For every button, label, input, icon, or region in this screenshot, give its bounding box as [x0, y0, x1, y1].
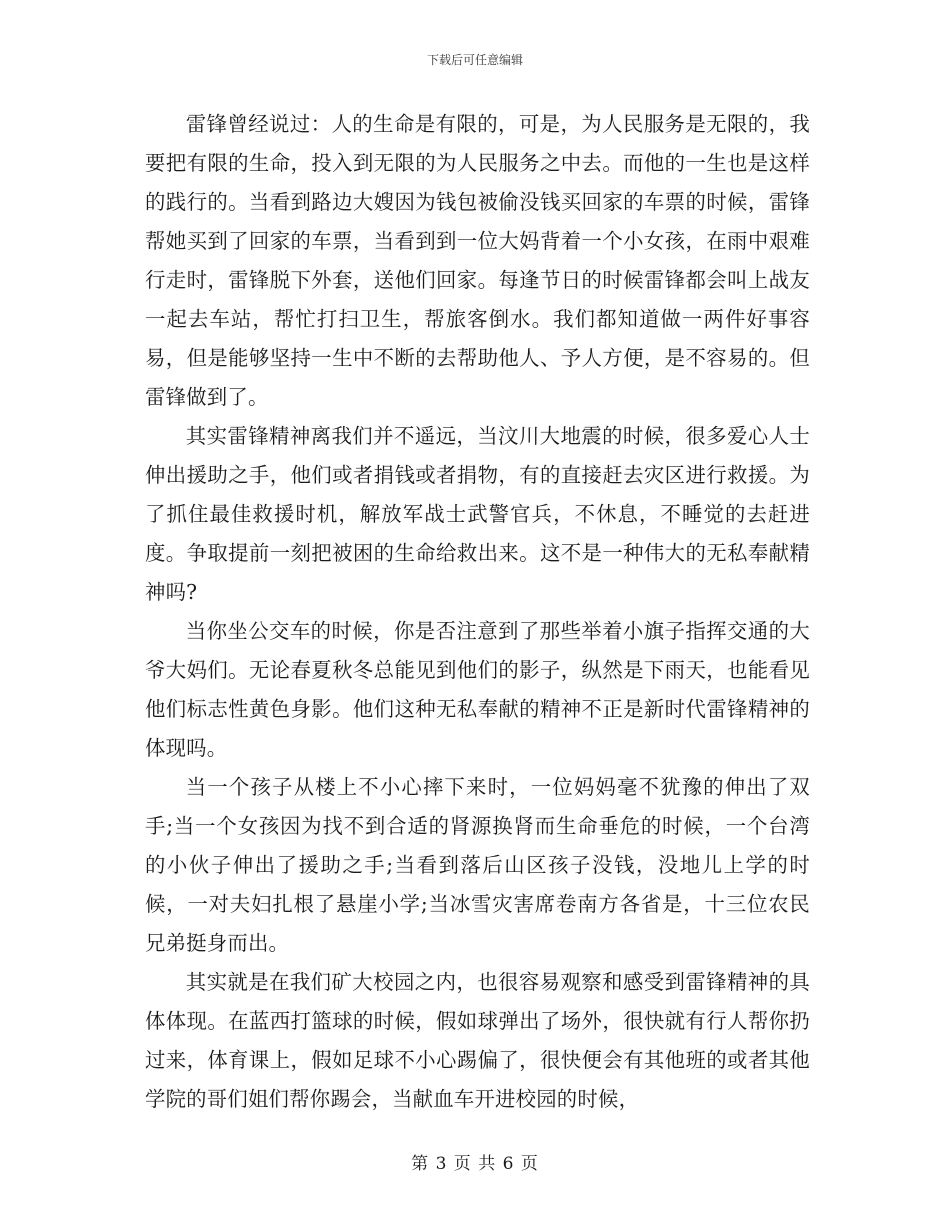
paragraph: 其实就是在我们矿大校园之内，也很容易观察和感受到雷锋精神的具体体现。在蓝西打篮球的时候，假如球弹出了场外，很快就有行人帮你扔过来，体育课上，假如足球不小心踢偏了，很快便会有其他班的或者其他学院的哥们姐们帮你踢会，当献血车开进校园的时候， [145, 970, 810, 1111]
paragraph: 当一个孩子从楼上不小心摔下来时，一位妈妈毫不犹豫的伸出了双手;当一个女孩因为找不到合适的肾源换肾而生命垂危的时候，一个台湾的小伙子伸出了援助之手;当看到落后山区孩子没钱，没地儿上学的时候，一对夫妇扎根了悬崖小学;当冰雪灾害席卷南方各省是，十三位农民兄弟挺身而出。 [145, 775, 810, 955]
paragraph: 雷锋曾经说过：人的生命是有限的，可是，为人民服务是无限的，我要把有限的生命，投入到无限的为人民服务之中去。而他的一生也是这样的践行的。当看到路边大嫂因为钱包被偷没钱买回家的车票的时候，雷锋帮她买到了回家的车票，当看到到一位大妈背着一个小女孩，在雨中艰难行走时，雷锋脱下外套，送他们回家。每逢节日的时候雷锋都会叫上战友一起去车站，帮忙打扫卫生，帮旅客倒水。我们都知道做一两件好事容易，但是能够坚持一生中不断的去帮助他人、予人方便，是不容易的。但雷锋做到了。 [145, 112, 810, 409]
document-body [145, 105, 810, 1119]
paragraph: 其实雷锋精神离我们并不遥远，当汶川大地震的时候，很多爱心人士伸出援助之手，他们或者捐钱或者捐物，有的直接赶去灾区进行救援。为了抓住最佳救援时机，解放军战士武警官兵，不休息，不睡觉的去赶进度。争取提前一刻把被困的生命给救出来。这不是一种伟大的无私奉献精神吗? [145, 424, 810, 604]
page-footer: 第 3 页 共 6 页 [411, 1154, 539, 1174]
paragraph: 当你坐公交车的时候，你是否注意到了那些举着小旗子指挥交通的大爷大妈们。无论春夏秋冬总能见到他们的影子，纵然是下雨天，也能看见他们标志性黄色身影。他们这种无私奉献的精神不正是新时代雷锋精神的体现吗。 [145, 619, 810, 760]
page-header: 下载后可任意编辑 [426, 53, 523, 67]
